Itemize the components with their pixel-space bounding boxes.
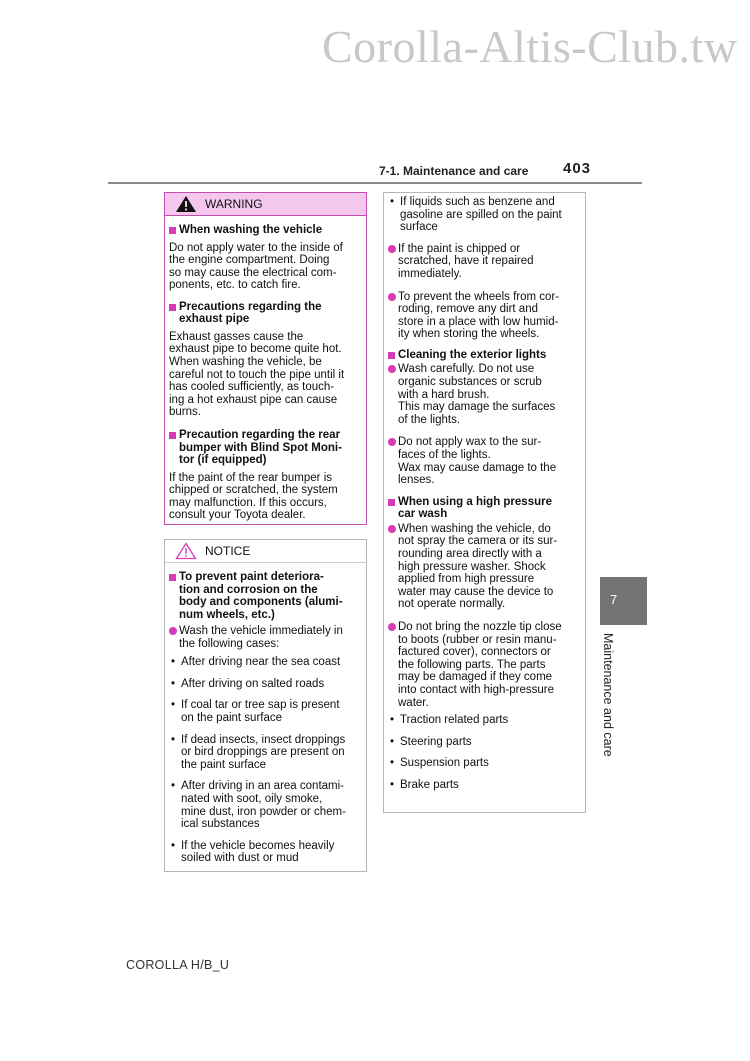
list-item	[169, 678, 362, 691]
item-text: Traction related parts	[400, 714, 509, 727]
item-text: Suspension parts	[400, 757, 489, 770]
warning-paragraph: Exhaust gasses cause the exhaust pipe to become quite hot. When washing the vehicle, be careful not to touch the pipe until it has cooled sufficiently, as touch- ing a hot exhaust pipe can cause burns.	[169, 330, 345, 419]
bullet-icon: •	[390, 778, 395, 791]
notice-label: NOTICE	[205, 544, 251, 558]
item-text: If the vehicle becomes heavily soiled with dust or mud	[181, 839, 335, 865]
list-item	[388, 621, 581, 709]
chapter-label: Maintenance and care	[601, 633, 615, 757]
bullet-icon: •	[390, 735, 395, 748]
notice-heading	[169, 571, 362, 621]
notice-header	[165, 540, 366, 563]
pink-circle-icon	[388, 525, 396, 533]
bullet-icon: •	[390, 757, 395, 770]
pink-circle-icon	[388, 245, 396, 253]
item-text: Do not apply wax to the sur- faces of the lights. Wax may cause damage to the lenses.	[398, 436, 557, 487]
bullet-icon: •	[171, 677, 176, 690]
pink-square-icon	[169, 227, 176, 234]
list-item	[388, 757, 581, 770]
heading-text: When using a high pressure car wash	[398, 495, 552, 521]
bullet-icon: •	[171, 656, 176, 669]
item-text: Wash carefully. Do not use organic substances or scrub with a hard brush. This may damage the surfaces of the lights.	[398, 363, 556, 426]
heading-text: Precaution regarding the rear bumper with Blind Spot Moni- tor (if equipped)	[179, 429, 342, 467]
list-item	[169, 734, 362, 772]
item-text: Do not bring the nozzle tip close to boots (rubber or resin manu- factured cover), connectors or the following parts. The parts may be damaged if they come into contact with high-pressure water.	[398, 620, 562, 709]
warning-paragraph: Do not apply water to the inside of the engine compartment. Doing so may cause the electrical com- ponents, etc. to catch fire.	[169, 241, 343, 292]
item-text: When washing the vehicle, do not spray the camera or its sur- rounding area directly with a high pressure washer. Shock applied from high pressure water may cause the device to not operate normally.	[398, 522, 558, 611]
warning-header	[165, 193, 366, 216]
list-item	[169, 780, 362, 830]
list-item	[388, 436, 581, 486]
notice-box	[164, 539, 367, 872]
list-item	[388, 291, 581, 341]
item-text: After driving on salted roads	[181, 677, 325, 690]
list-item	[169, 656, 362, 669]
pink-circle-icon	[169, 627, 177, 635]
heading-text: To prevent paint deteriora- tion and corrosion on the body and components (alumi- num wheels, etc.)	[179, 571, 343, 621]
item-text: After driving near the sea coast	[181, 656, 341, 669]
pink-square-icon	[169, 432, 176, 439]
pink-circle-icon	[388, 293, 396, 301]
warning-heading	[169, 429, 362, 467]
item-text: Steering parts	[400, 735, 472, 748]
footer-model-code: COROLLA H/B_U	[126, 958, 230, 972]
heading-text: Precautions regarding the exhaust pipe	[179, 300, 322, 326]
item-text: Brake parts	[400, 778, 459, 791]
bullet-icon: •	[171, 699, 176, 712]
pink-square-icon	[169, 574, 176, 581]
list-item	[388, 196, 581, 234]
warning-heading	[169, 301, 362, 326]
warning-heading	[169, 224, 362, 237]
list-item	[388, 779, 581, 792]
list-item	[388, 523, 581, 611]
watermark: Corolla-Altis-Club.tw	[322, 21, 738, 72]
item-text: To prevent the wheels from cor- roding, remove any dirt and store in a place with low humid- ity when storing the wheels.	[398, 290, 560, 341]
chapter-tab	[600, 577, 647, 625]
list-item	[388, 243, 581, 281]
bullet-icon: •	[171, 733, 176, 746]
warning-triangle-icon	[175, 195, 197, 213]
notice-triangle-icon	[175, 542, 197, 560]
warning-paragraph: If the paint of the rear bumper is chipped or scratched, the system may malfunction. If this occurs, consult your Toyota dealer.	[169, 471, 338, 522]
pink-square-icon	[169, 304, 176, 311]
notice-heading	[388, 496, 581, 521]
list-item	[169, 625, 362, 650]
bullet-icon: •	[171, 839, 176, 852]
bullet-icon: •	[390, 196, 395, 208]
notice-heading	[388, 349, 581, 362]
warning-box	[164, 192, 367, 525]
notice-continued-box	[383, 192, 586, 813]
page-number: 403	[563, 160, 592, 177]
item-text: If liquids such as benzene and gasoline are spilled on the paint surface	[400, 196, 562, 234]
item-text: Wash the vehicle immediately in the following cases:	[179, 625, 343, 650]
item-text: If coal tar or tree sap is present on the paint surface	[181, 699, 340, 724]
list-item	[388, 363, 581, 426]
list-item	[388, 714, 581, 727]
heading-text: When washing the vehicle	[179, 224, 323, 236]
bullet-icon: •	[390, 714, 395, 727]
item-text: If the paint is chipped or scratched, have it repaired immediately.	[398, 242, 534, 280]
item-text: After driving in an area contami- nated with soot, oily smoke, mine dust, iron powder or chem- ical substances	[181, 780, 346, 831]
pink-square-icon	[388, 499, 395, 506]
warning-label: WARNING	[205, 197, 263, 211]
header-rule	[108, 182, 642, 184]
list-item	[388, 736, 581, 749]
pink-square-icon	[388, 352, 395, 359]
chapter-number: 7	[610, 592, 618, 607]
heading-text: Cleaning the exterior lights	[398, 348, 547, 361]
section-title: 7-1. Maintenance and care	[379, 164, 529, 178]
pink-circle-icon	[388, 623, 396, 631]
pink-circle-icon	[388, 365, 396, 373]
bullet-icon: •	[171, 780, 176, 793]
pink-circle-icon	[388, 438, 396, 446]
list-item	[169, 840, 362, 865]
list-item	[169, 699, 362, 724]
item-text: If dead insects, insect droppings or bird droppings are present on the paint surface	[181, 733, 346, 771]
